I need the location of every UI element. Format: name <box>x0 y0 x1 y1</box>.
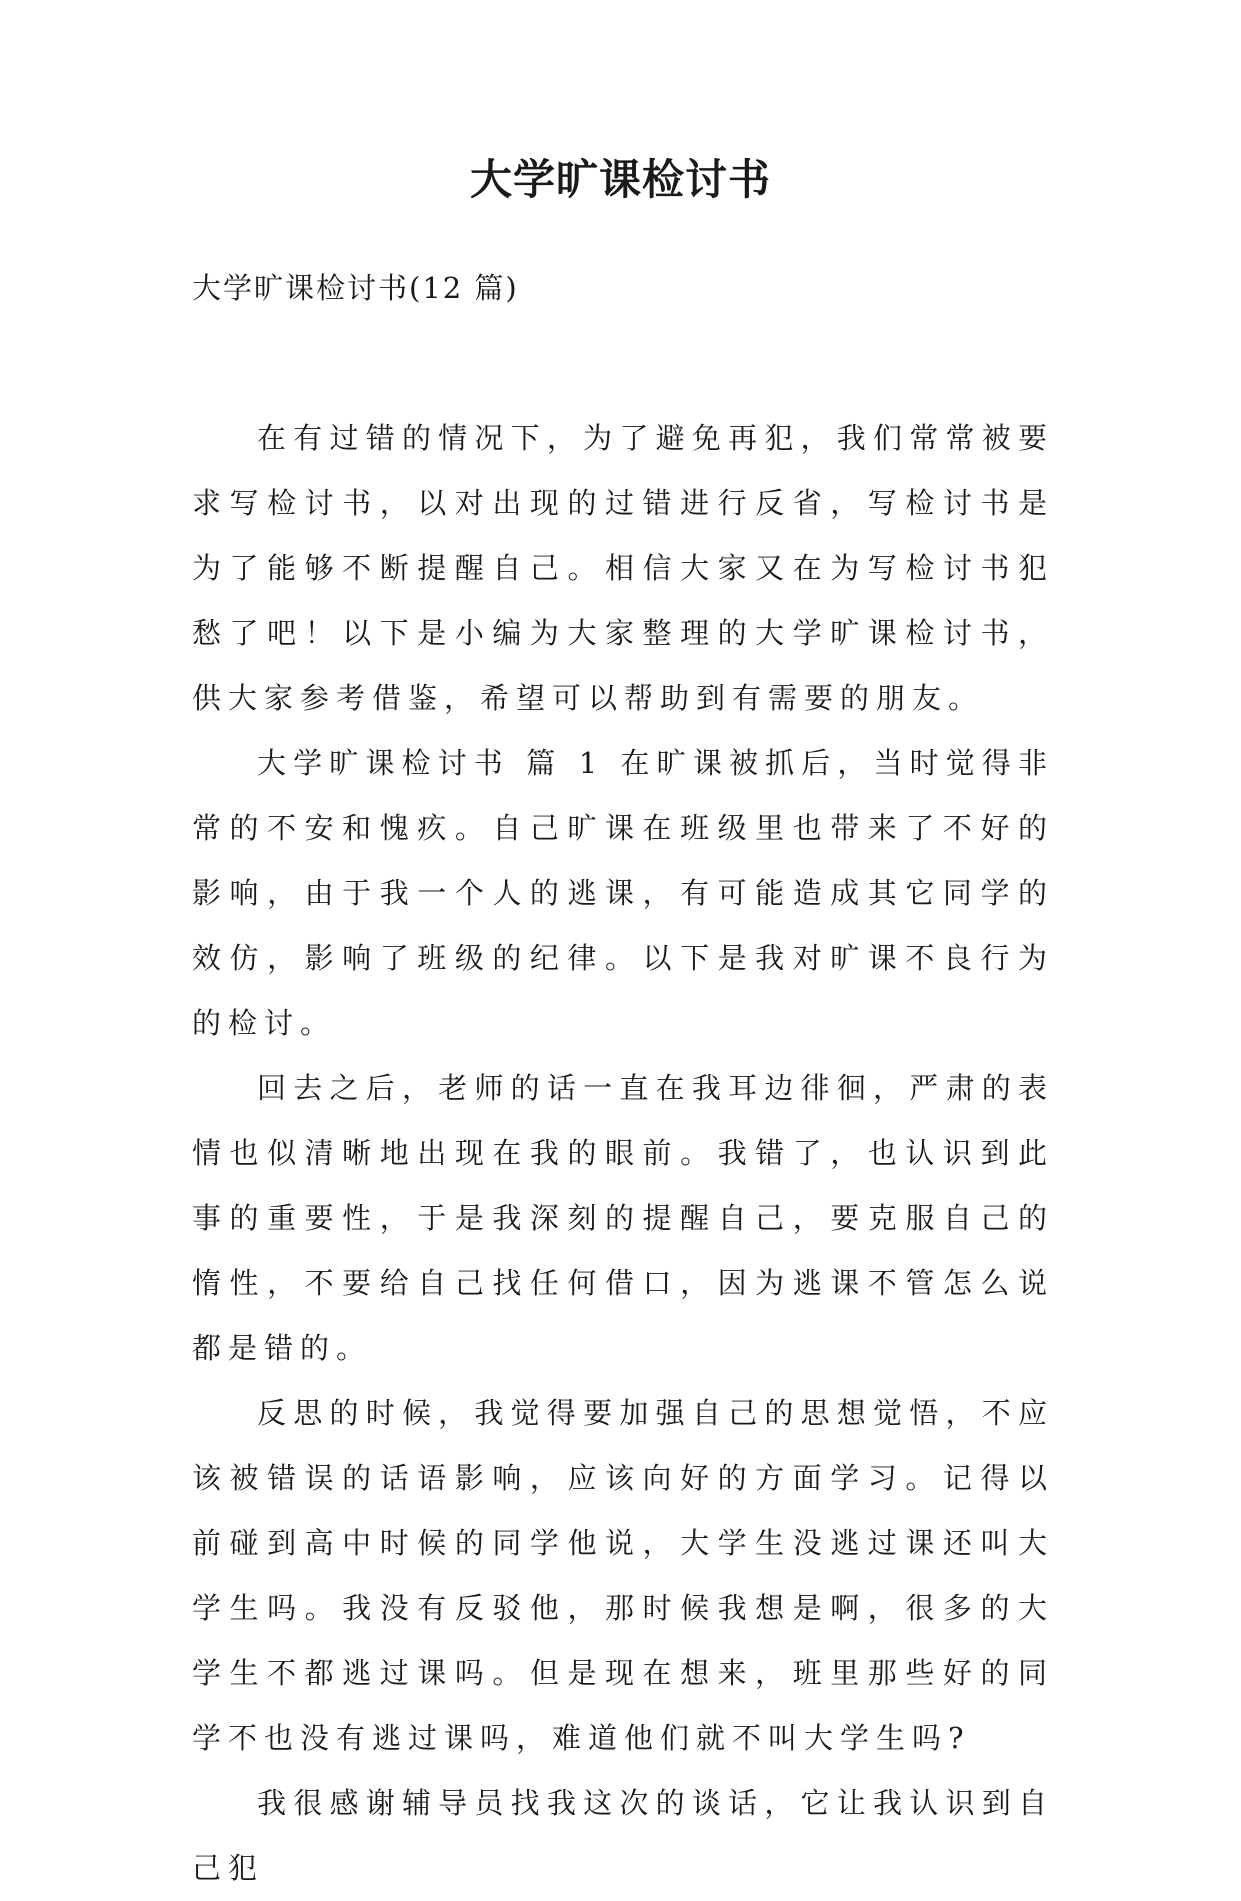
document-subtitle: 大学旷课检讨书(12 篇) <box>192 271 519 305</box>
paragraph-thanks: 我很感谢辅导员找我这次的谈话，它让我认识到自己犯 <box>192 1786 1054 1885</box>
document-title: 大学旷课检讨书 <box>469 155 771 204</box>
paragraph-thinking: 反思的时候，我觉得要加强自己的思想觉悟，不应该被错误的话语影响，应该向好的方面学习。记得以前碰到高中时候的同学他说，大学生没逃过课还叫大学生吗。我没有反驳他，那时候我想是啊，很多的大学生不都逃过课吗。但是现在想来，班里那些好的同学不也没有逃过课吗，难道他们就不叫大学生吗? <box>192 1396 1054 1755</box>
paragraph-section-1: 大学旷课检讨书 篇 1 在旷课被抓后，当时觉得非常的不安和愧疚。自己旷课在班级里也带来了不好的影响，由于我一个人的逃课，有可能造成其它同学的效仿，影响了班级的纪律。以下是我对旷课不良行为的检讨。 <box>192 746 1054 1040</box>
document-body <box>192 406 1054 1901</box>
paragraph-intro: 在有过错的情况下，为了避免再犯，我们常常被要求写检讨书，以对出现的过错进行反省，写检讨书是为了能够不断提醒自己。相信大家又在为写检讨书犯愁了吧！以下是小编为大家整理的大学旷课检讨书，供大家参考借鉴，希望可以帮助到有需要的朋友。 <box>192 421 1054 715</box>
paragraph-reflection: 回去之后，老师的话一直在我耳边徘徊，严肃的表情也似清晰地出现在我的眼前。我错了，也认识到此事的重要性，于是我深刻的提醒自己，要克服自己的惰性，不要给自己找任何借口，因为逃课不管怎么说都是错的。 <box>192 1071 1054 1365</box>
